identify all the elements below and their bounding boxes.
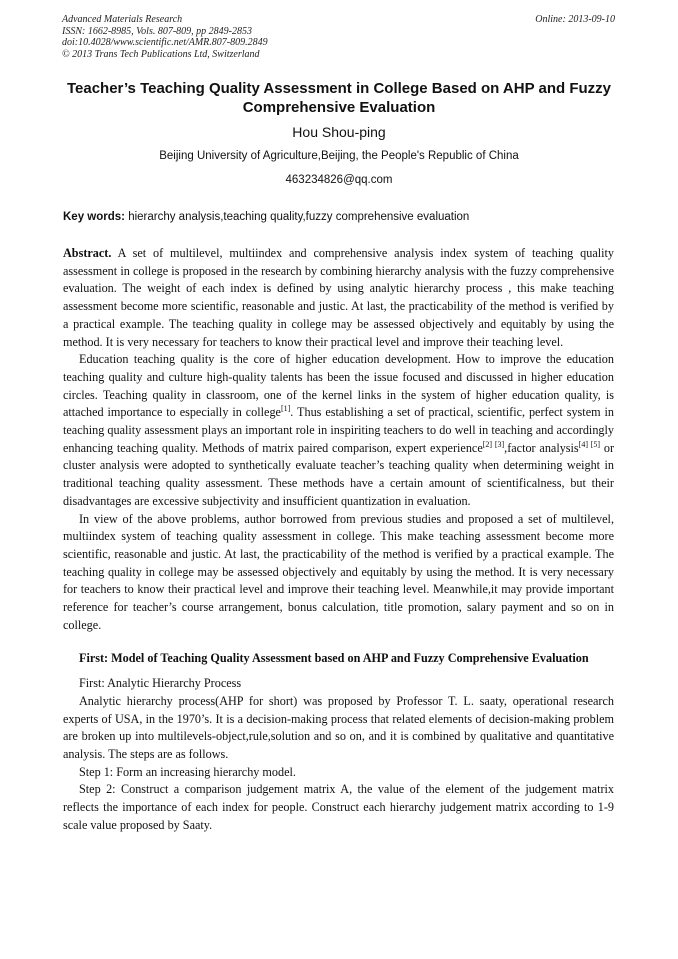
sub-heading: First: Analytic Hierarchy Process: [79, 676, 242, 691]
citation-ref: [1]: [280, 404, 291, 414]
copyright-line: © 2013 Trans Tech Publications Ltd, Switzerland: [62, 48, 260, 60]
section-heading: First: Model of Teaching Quality Assessment based on AHP and Fuzzy Comprehensive Evaluation: [79, 651, 589, 666]
issn-line: ISSN: 1662-8985, Vols. 807-809, pp 2849-2853: [62, 25, 252, 37]
online-date: Online: 2013-09-10: [535, 14, 615, 25]
abstract-label: Abstract.: [63, 246, 112, 260]
author-name: Hou Shou-ping: [292, 124, 386, 140]
citation-ref: [2] [3]: [482, 439, 505, 449]
para1-text-3: ,factor analysis: [504, 440, 579, 455]
keywords-text: hierarchy analysis,teaching quality,fuzzy comprehensive evaluation: [125, 211, 470, 223]
step-2: Step 2: Construct a comparison judgement matrix A, the value of the element of the judgement matrix reflects the importance of each index for people. Construct each hierarchy judgement matrix according to 1-9 scale value proposed by Saaty.: [63, 782, 614, 832]
paper-body: [63, 245, 614, 835]
step-1: Step 1: Form an increasing hierarchy model.: [79, 764, 296, 779]
intro-paragraph-2: In view of the above problems, author borrowed from previous studies and proposed a set of multilevel, multiindex system of teaching quality assessment in college. This make teaching assessment become more scientific, reasonable and justic. At last, the practicability of the method is verified by a practical example. The teaching quality in college may be assessed objectively and equitably by using the method. It is very necessary for teachers to know their practical level and improve their teaching level. Meanwhile,it may provide important reference for teacher’s course arrangement, bonus calculation, title promotion, salary payment and so on in college.: [63, 511, 614, 632]
para1-text-2: . Thus establishing a set of practical, scientific, perfect system in teaching quality assessment plays an important role in inspiriting teachers to do well in teaching and accordingly enhancing teaching quality. Methods of matrix paired comparison, expert experience: [63, 405, 614, 455]
citation-ref: [4] [5]: [578, 439, 601, 449]
abstract-text: A set of multilevel, multiindex and comprehensive analysis index system of teaching quality assessment in college is proposed in the research by combining hierarchy analysis with the fuzzy comprehensive evaluation. The weight of each index is defined by using analytic hierarchy process , this make teaching assessment become more scientific, reasonable and justic. At last, the practicability of the method is verified by a practical example. The teaching quality in college may be assessed objectively and equitably by using the method. It is very necessary for teachers to know their practical level and improve their teaching level.: [63, 246, 614, 349]
journal-header: [62, 14, 615, 60]
doi-line: doi:10.4028/www.scientific.net/AMR.807-809.2849: [62, 37, 268, 48]
intro-paragraph-1: [63, 351, 614, 510]
para1-text-1: Education teaching quality is the core of higher education development. How to improve the education teaching quality and culture high-quality talents has been the issue focused and discussed in higher education circles. Teaching quality in classroom, one of the kernel links in the system of higher education quality, is attached importance to especially in college: [63, 352, 614, 420]
keywords: [63, 210, 623, 224]
keywords-label: Key words:: [63, 211, 125, 223]
author-email: 463234826@qq.com: [285, 174, 393, 186]
affiliation: Beijing University of Agriculture,Beijing, the People's Republic of China: [159, 150, 519, 162]
paper-title: Teacher’s Teaching Quality Assessment in College Based on AHP and Fuzzy Comprehensive Evaluation: [66, 80, 612, 116]
ahp-paragraph: Analytic hierarchy process(AHP for short) was proposed by Professor T. L. saaty, operational research experts of USA, in the 1970’s. It is a decision-making process that related elements of decision-making problem are broken up into multilevels-object,rule,solution and so on, and it is combined by qualitative and quantitative analysis. The steps are as follows.: [63, 693, 614, 761]
journal-name: Advanced Materials Research: [62, 14, 183, 25]
abstract-paragraph: [63, 245, 614, 351]
para1-text-4: or cluster analysis were adopted to synthetically evaluate teacher’s teaching quality when determining weight in traditional teaching quality assessment. These methods have a certain amount of scientificalness, but their disadvantages are excessive subjectivity and insufficient quantization in evaluation.: [63, 440, 615, 508]
